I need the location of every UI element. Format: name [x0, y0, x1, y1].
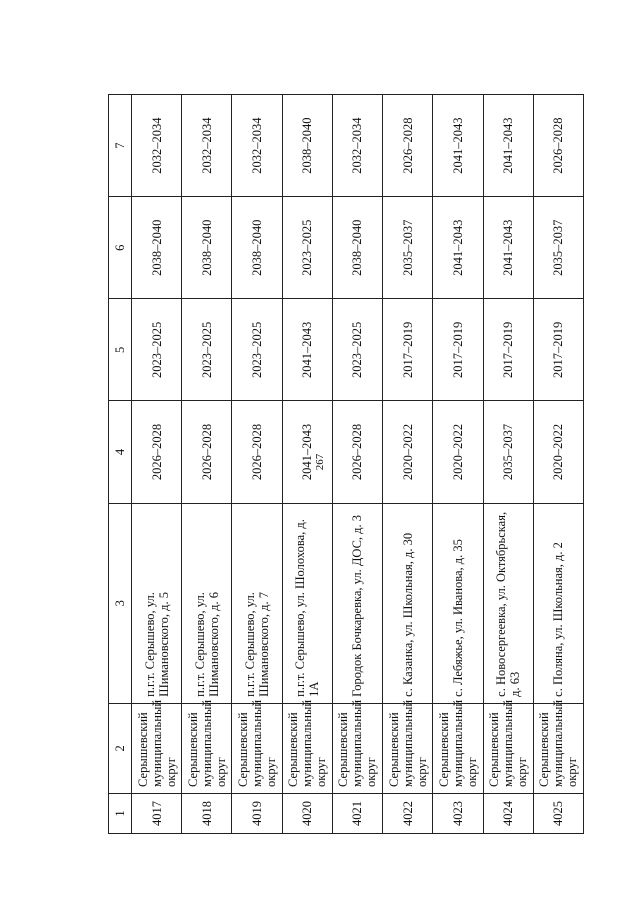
column-header: 5: [109, 299, 132, 401]
period-cell: 2041–2043: [483, 95, 533, 197]
period-cell: 2026–2028: [132, 401, 182, 503]
period-cell: 2041–2043: [282, 299, 332, 401]
period-cell: 2026–2028: [232, 401, 282, 503]
row-id: 4022: [383, 793, 433, 833]
address-cell: п.г.т. Серышево, ул. Шимановского, д. 7: [232, 503, 282, 703]
table-row: [383, 95, 433, 834]
district-cell: Серышевский муниципальный округ: [483, 703, 533, 793]
period-cell: 2023–2025: [332, 299, 382, 401]
address-cell: Городок Бочкаревка, ул. ДОС, д. 3: [332, 503, 382, 703]
period-cell: 2020–2022: [383, 401, 433, 503]
table-row: [232, 95, 282, 834]
period-cell: 2023–2025: [282, 197, 332, 299]
table-row: [433, 95, 483, 834]
period-cell: 2032–2034: [232, 95, 282, 197]
row-id: 4017: [132, 793, 182, 833]
address-cell: п.г.т. Серышево, ул. Шолохова, д. 1А: [282, 503, 332, 703]
column-header: 3: [109, 503, 132, 703]
period-cell: 2038–2040: [332, 197, 382, 299]
period-cell: 2020–2022: [433, 401, 483, 503]
period-cell: 2041–2043: [433, 95, 483, 197]
period-cell: 2017–2019: [533, 299, 583, 401]
period-cell: 2026–2028: [383, 95, 433, 197]
period-cell: 2020–2022: [533, 401, 583, 503]
period-cell: 2026–2028: [332, 401, 382, 503]
column-header: 6: [109, 197, 132, 299]
rotated-page-content: [108, 94, 584, 834]
district-cell: Серышевский муниципальный округ: [533, 703, 583, 793]
table-row: [282, 95, 332, 834]
period-cell: 2017–2019: [383, 299, 433, 401]
period-cell: 2017–2019: [433, 299, 483, 401]
address-cell: с. Казанка, ул. Школьная, д. 30: [383, 503, 433, 703]
header-row: [109, 95, 132, 834]
column-header: 7: [109, 95, 132, 197]
row-id: 4023: [433, 793, 483, 833]
period-cell: 2035–2037: [483, 401, 533, 503]
district-cell: Серышевский муниципальный округ: [383, 703, 433, 793]
period-cell: 2023–2025: [232, 299, 282, 401]
district-cell: Серышевский муниципальный округ: [132, 703, 182, 793]
row-id: 4019: [232, 793, 282, 833]
column-header: 1: [109, 793, 132, 833]
address-cell: с. Лебяжье, ул. Иванова, д. 35: [433, 503, 483, 703]
period-cell: 2038–2040: [132, 197, 182, 299]
period-cell: 2038–2040: [282, 95, 332, 197]
table-row: [533, 95, 583, 834]
period-cell: 2032–2034: [332, 95, 382, 197]
period-cell: 2032–2034: [182, 95, 232, 197]
page-number: 267: [314, 453, 326, 471]
address-cell: п.г.т. Серышево, ул. Шимановского, д. 5: [132, 503, 182, 703]
period-cell: 2032–2034: [132, 95, 182, 197]
row-id: 4025: [533, 793, 583, 833]
period-cell: 2038–2040: [232, 197, 282, 299]
column-header: 4: [109, 401, 132, 503]
period-cell: 2026–2028: [182, 401, 232, 503]
row-id: 4021: [332, 793, 382, 833]
period-cell: 2035–2037: [533, 197, 583, 299]
column-header: 2: [109, 703, 132, 793]
address-cell: с. Новосергеевка, ул. Октябрьская, д. 63: [483, 503, 533, 703]
period-cell: 2017–2019: [483, 299, 533, 401]
row-id: 4020: [282, 793, 332, 833]
period-cell: 2038–2040: [182, 197, 232, 299]
period-cell: 2041–2043: [282, 401, 332, 503]
district-cell: Серышевский муниципальный округ: [232, 703, 282, 793]
row-id: 4024: [483, 793, 533, 833]
period-cell: 2041–2043: [483, 197, 533, 299]
district-cell: Серышевский муниципальный округ: [182, 703, 232, 793]
district-cell: Серышевский муниципальный округ: [332, 703, 382, 793]
period-cell: 2023–2025: [132, 299, 182, 401]
address-cell: с. Поляна, ул. Школьная, д. 2: [533, 503, 583, 703]
schedule-table: [108, 94, 584, 834]
period-cell: 2041–2043: [433, 197, 483, 299]
row-id: 4018: [182, 793, 232, 833]
period-cell: 2035–2037: [383, 197, 433, 299]
period-cell: 2023–2025: [182, 299, 232, 401]
district-cell: Серышевский муниципальный округ: [282, 703, 332, 793]
table-row: [182, 95, 232, 834]
table-row: [132, 95, 182, 834]
period-cell: 2026–2028: [533, 95, 583, 197]
district-cell: Серышевский муниципальный округ: [433, 703, 483, 793]
table-row: [483, 95, 533, 834]
address-cell: п.г.т. Серышево, ул. Шимановского, д. 6: [182, 503, 232, 703]
table-row: [332, 95, 382, 834]
